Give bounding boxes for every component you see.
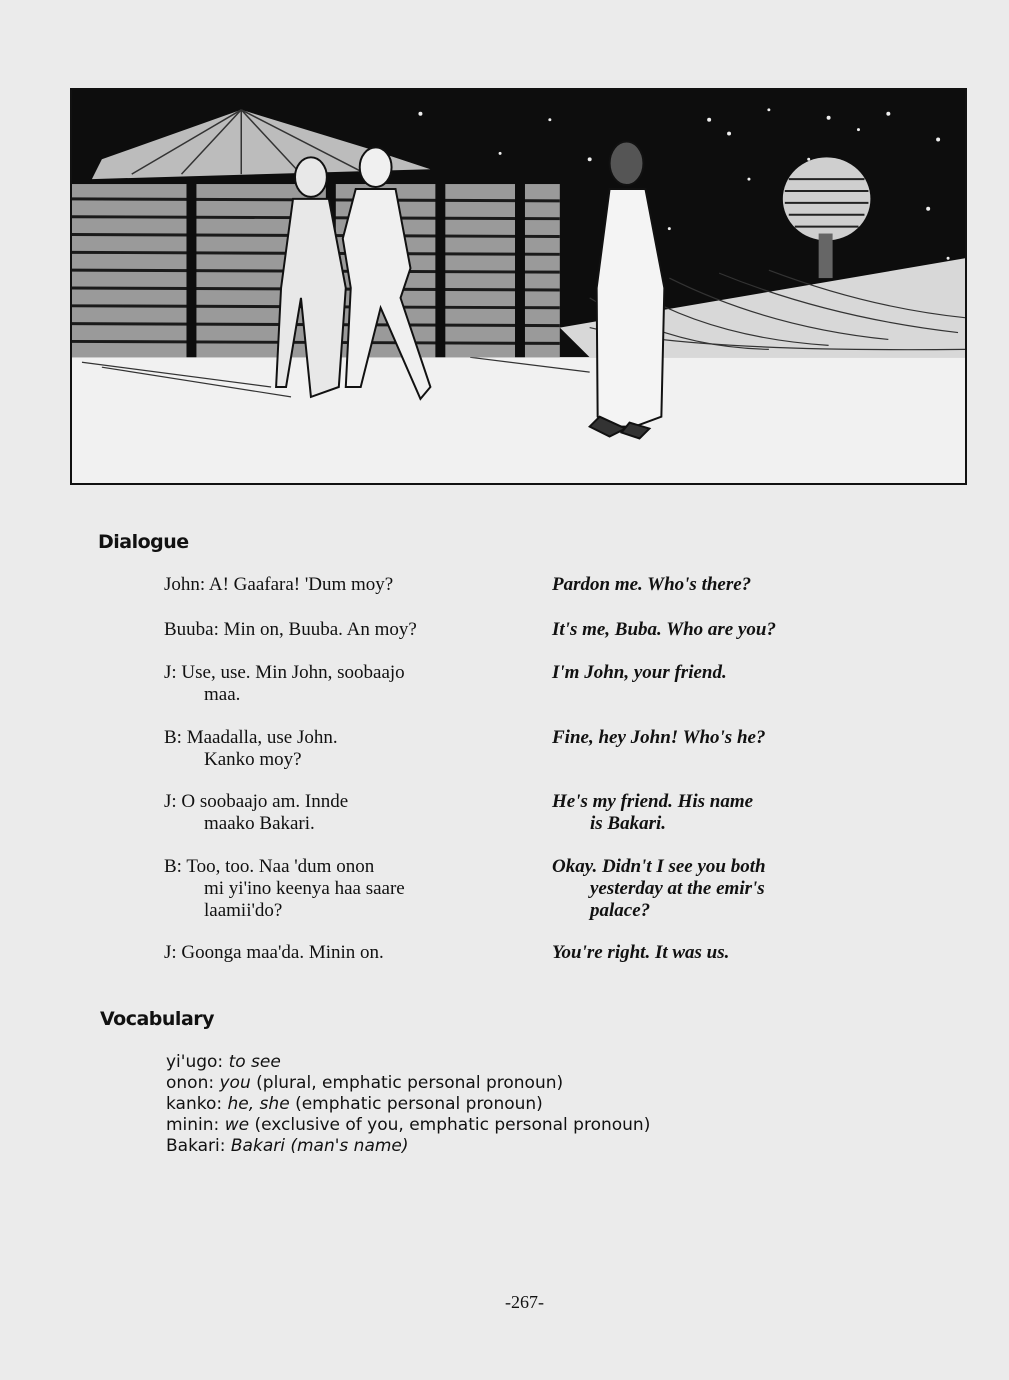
- vocabulary-item: [166, 1073, 650, 1094]
- dialogue-fulfulde-line: maako Bakari.: [204, 813, 315, 834]
- dialogue-heading: Dialogue: [98, 531, 189, 553]
- dialogue-fulfulde-line: Buuba: Min on, Buuba. An moy?: [164, 619, 417, 640]
- dialogue-english-line: Fine, hey John! Who's he?: [552, 727, 766, 748]
- dialogue-fulfulde-line: J: O soobaajo am. Innde: [164, 791, 349, 812]
- vocabulary-term: yi'ugo:: [166, 1052, 224, 1072]
- dialogue-english-line: Pardon me. Who's there?: [552, 574, 752, 595]
- dialogue-fulfulde-line: laamii'do?: [204, 900, 283, 921]
- dialogue-fulfulde-line: maa.: [204, 684, 241, 705]
- vocabulary-gloss: (plural, emphatic personal pronoun): [256, 1073, 564, 1093]
- vocabulary-item: [166, 1052, 650, 1073]
- dialogue-fulfulde-line: Kanko moy?: [204, 749, 302, 770]
- dialogue-fulfulde-line: J: Goonga maa'da. Minin on.: [164, 942, 384, 963]
- vocabulary-gloss-italic: we: [224, 1115, 250, 1135]
- dialogue-fulfulde-line: mi yi'ino keenya haa saare: [204, 878, 405, 899]
- vocabulary-gloss: (emphatic personal pronoun): [295, 1094, 543, 1114]
- dialogue-english-line: I'm John, your friend.: [552, 662, 727, 683]
- vocabulary-item: [166, 1136, 650, 1157]
- vocabulary-gloss-italic: Bakari (man's name): [230, 1136, 409, 1156]
- vocabulary-item: [166, 1115, 650, 1136]
- vocabulary-list: [166, 1052, 650, 1157]
- night-scene-illustration: [70, 88, 967, 485]
- dialogue-fulfulde-line: B: Maadalla, use John.: [164, 727, 338, 748]
- dialogue-english-line: Okay. Didn't I see you both: [552, 856, 766, 877]
- dialogue-english-line: You're right. It was us.: [552, 942, 730, 963]
- vocabulary-item: [166, 1094, 650, 1115]
- vocabulary-term: Bakari:: [166, 1136, 226, 1156]
- vocabulary-gloss: (exclusive of you, emphatic personal pronoun): [254, 1115, 651, 1135]
- page-number: -267-: [505, 1292, 544, 1312]
- vocabulary-gloss-italic: you: [219, 1073, 251, 1093]
- dialogue-fulfulde-line: B: Too, too. Naa 'dum onon: [164, 856, 375, 877]
- vocabulary-term: kanko:: [166, 1094, 223, 1114]
- dialogue-fulfulde-line: J: Use, use. Min John, soobaajo: [164, 662, 405, 683]
- dialogue-english-line: He's my friend. His name: [552, 791, 754, 812]
- vocabulary-gloss-italic: to see: [228, 1052, 281, 1072]
- vocabulary-gloss-italic: he, she: [227, 1094, 290, 1114]
- dialogue-english-line: yesterday at the emir's: [590, 878, 765, 899]
- vocabulary-term: minin:: [166, 1115, 220, 1135]
- dialogue-english-line: It's me, Buba. Who are you?: [552, 619, 776, 640]
- vocabulary-heading: Vocabulary: [100, 1008, 215, 1030]
- dialogue-english-line: palace?: [590, 900, 651, 921]
- vocabulary-term: onon:: [166, 1073, 215, 1093]
- dialogue-fulfulde-line: John: A! Gaafara! 'Dum moy?: [164, 574, 394, 595]
- dialogue-english-line: is Bakari.: [590, 813, 667, 834]
